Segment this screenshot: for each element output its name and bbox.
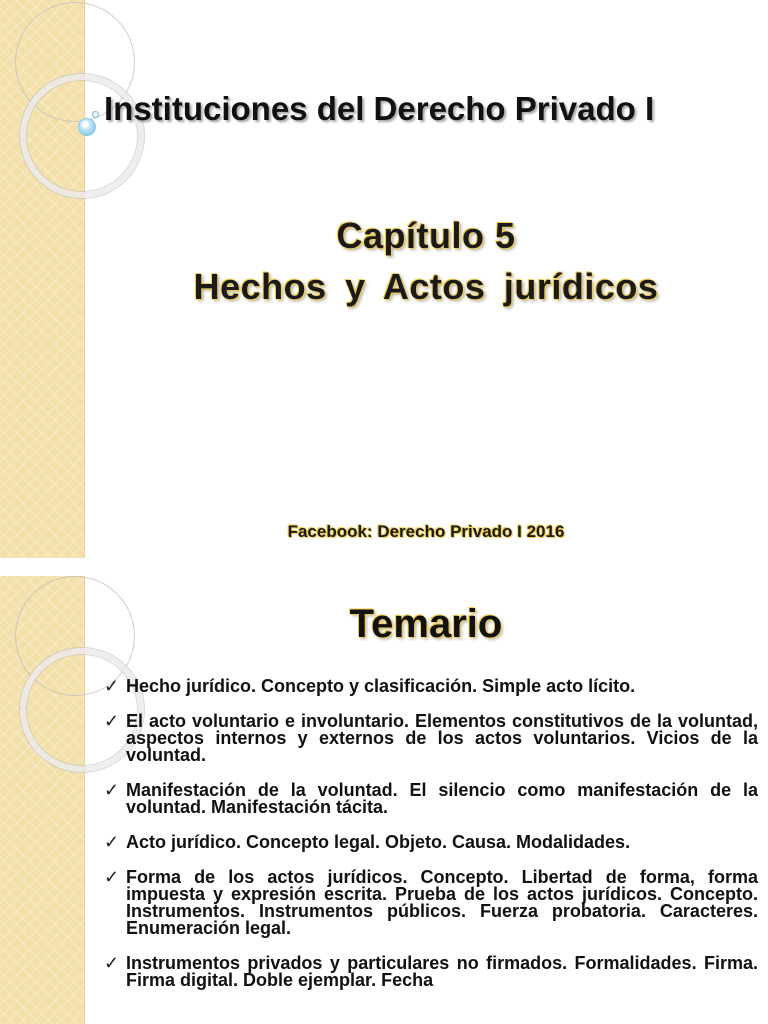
list-item — [104, 955, 758, 989]
list-item-text: El acto voluntario e involuntario. Elementos constitutivos de la voluntad, aspectos internos y externos de los actos voluntarios. Vicios de la voluntad. — [126, 711, 758, 765]
list-item — [104, 713, 758, 764]
bullet-small-dot-icon — [92, 111, 99, 118]
list-item-text: Instrumentos privados y particulares no firmados. Formalidades. Firma. Firma digital. Doble ejemplar. Fecha — [126, 953, 758, 990]
chapter-title: Hechos y Actos jurídicos — [193, 266, 659, 307]
checkmark-icon: ✓ — [104, 953, 120, 973]
checkmark-icon: ✓ — [104, 780, 120, 800]
list-item — [104, 834, 758, 851]
list-item — [104, 678, 758, 695]
slide-2 — [0, 576, 768, 1024]
temario-list — [104, 678, 758, 1007]
list-item-text: Hecho jurídico. Concepto y clasificación. Simple acto lícito. — [126, 676, 636, 696]
temario-heading: Temario — [349, 602, 503, 646]
facebook-label: Facebook: Derecho Privado I 2016 — [287, 522, 565, 541]
chapter-number: Capítulo 5 — [336, 215, 516, 256]
list-item-text: Manifestación de la voluntad. El silencio como manifestación de la voluntad. Manifestación tácita. — [126, 780, 758, 817]
checkmark-icon: ✓ — [104, 711, 120, 731]
list-item — [104, 869, 758, 937]
list-item-text: Forma de los actos jurídicos. Concepto. Libertad de forma, forma impuesta y expresión escrita. Prueba de los actos jurídicos. Concepto. Instrumentos. Instrumentos públicos. Fuerza probatoria. Caracteres. Enumeración legal. — [126, 867, 758, 938]
list-item — [104, 782, 758, 816]
checkmark-icon: ✓ — [104, 832, 120, 852]
list-item-text: Acto jurídico. Concepto legal. Objeto. Causa. Modalidades. — [126, 832, 631, 852]
checkmark-icon: ✓ — [104, 867, 120, 887]
bullet-dot-icon — [78, 118, 96, 136]
checkmark-icon: ✓ — [104, 676, 120, 696]
presentation-title: Instituciones del Derecho Privado I — [104, 90, 655, 127]
